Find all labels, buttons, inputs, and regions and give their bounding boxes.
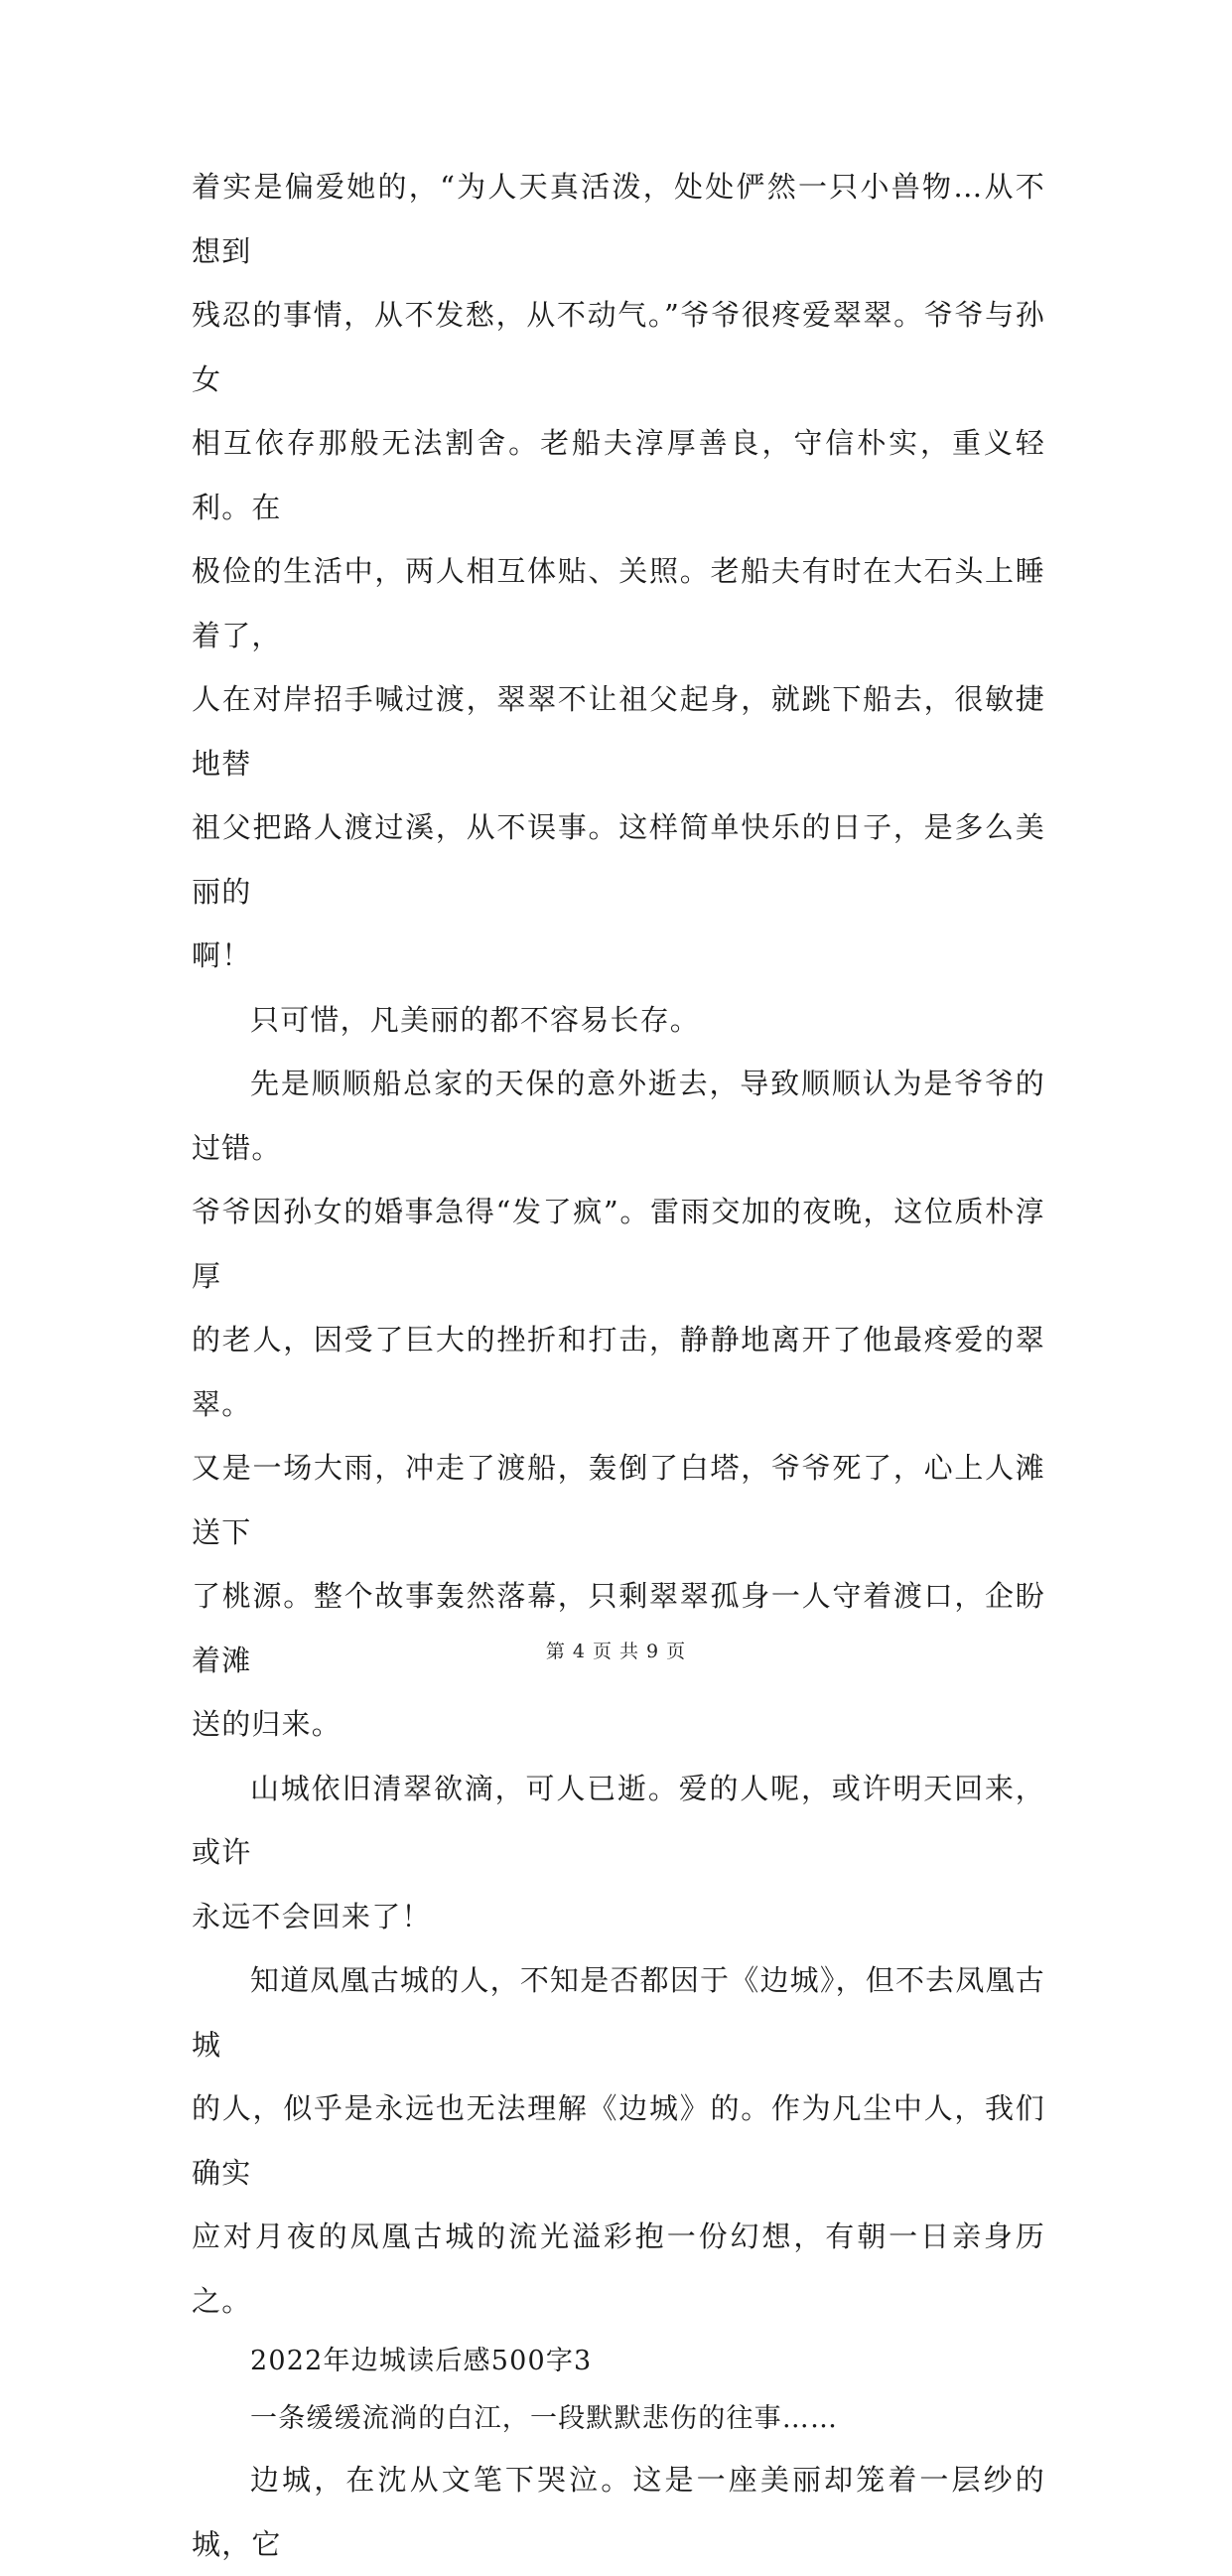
document-body [192,155,1045,2576]
section-heading: 2022年边城读后感500字3 [250,2346,593,2376]
paragraph-7: 一条缓缓流淌的白江，一段默默悲伤的往事…… [250,2403,839,2434]
paragraph-1: 着实是偏爱她的，“为人天真活泼，处处俨然一只小兽物…从不想到 残忍的事情，从不发愁，从不动气。”爷爷很疼爱翠翠。爷爷与孙女 相互依存那般无法割舍。老船夫淳厚善良，守信朴实，重义轻利。在 极俭的生活中，两人相互体贴、关照。老船夫有时在大石头上睡着了， 人在对岸招手喊过渡，翠翠不让祖父起身，就跳下船去，很敏捷地替 祖父把路人渡过溪，从不误事。这样简单快乐的日子，是多么美丽的 啊！ [192,170,1045,972]
page-number-footer: 第 4 页 共 9 页 [545,1641,687,1662]
paragraph-2: 只可惜，凡美丽的都不容易长存。 [250,1002,701,1037]
paragraph-5: 知道凤凰古城的人，不知是否都因于《边城》，但不去凤凰古城 的人，似乎是永远也无法理解《边城》的。作为凡尘中人，我们确实 应对月夜的凤凰古城的流光溢彩抱一份幻想，有朝一日亲身历之。 [192,1963,1045,2318]
paragraph-4: 山城依旧清翠欲滴，可人已逝。爱的人呢，或许明天回来，或许 永远不会回来了！ [192,1771,1045,1933]
paragraph-8: 边城，在沈从文笔下哭泣。这是一座美丽却笼着一层纱的城，它 [192,2463,1045,2561]
paragraph-3: 先是顺顺船总家的天保的意外逝去，导致顺顺认为是爷爷的过错。 爷爷因孙女的婚事急得“发了疯”。雷雨交加的夜晚，这位质朴淳厚 的老人，因受了巨大的挫折和打击，静静地离开了他最疼爱的翠翠。 又是一场大雨，冲走了渡船，轰倒了白塔，爷爷死了，心上人滩送下 了桃源。整个故事轰然落幕，只剩翠翠孤身一人守着渡口，企盼着滩 送的归来。 [192,1067,1045,1741]
